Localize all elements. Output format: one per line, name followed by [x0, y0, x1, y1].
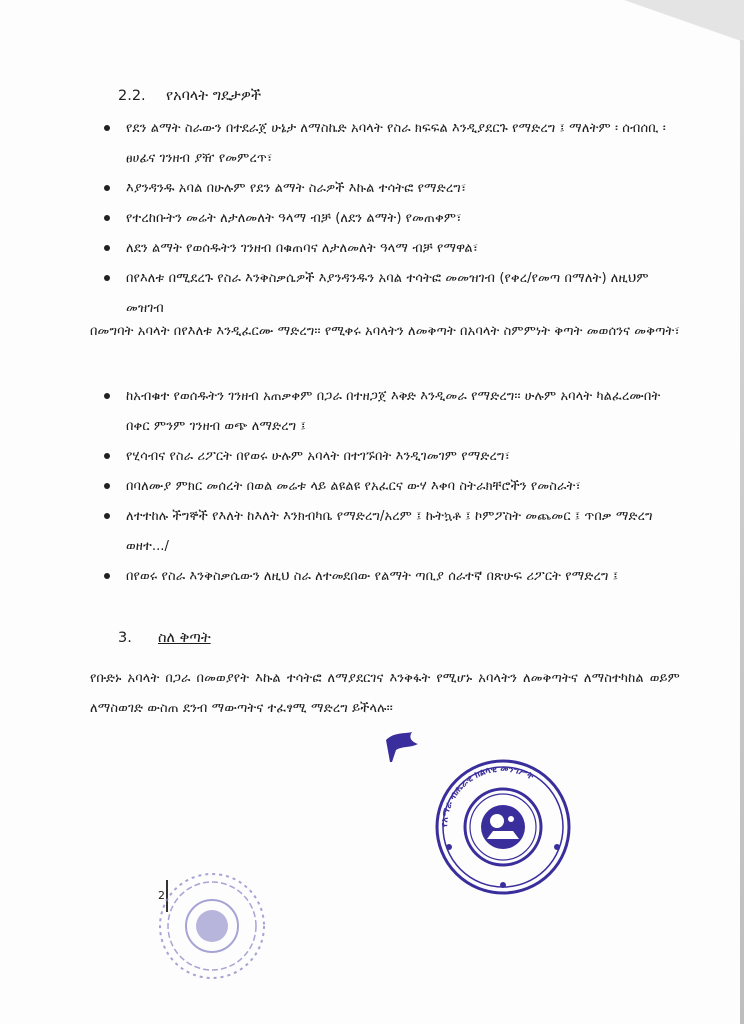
bullet-icon — [104, 573, 110, 579]
list-item-text: በየእለቱ በሚደረጉ የስራ እንቅስቃሴዎች እያንዳንዱን አባል ተሳትፎ መመዝገብ (የቀረ/የመጣ በማለት) ለዚህም መዝገብ — [126, 271, 649, 316]
list-item — [126, 382, 681, 442]
bullet-icon — [104, 393, 110, 399]
list-item-text: የሂሳብና የስራ ሪፖርት በየወሩ ሁሉም አባላት በተገኙበት እንዲገመገም የማድረግ፣ — [126, 449, 510, 464]
section-number: 3. — [118, 630, 132, 646]
list-item-text: ለተተከሉ ችግኞች የእለት ከእለት እንክብካቤ የማድረግ/አረም ፤ ኩትኳቶ ፤ ኮምፖስት መጨመር ፤ ጥበቃ ማድረግ ወዘተ.../ — [126, 509, 653, 554]
page-edge — [740, 40, 744, 1024]
bullet-icon — [104, 185, 110, 191]
section-title: ስለ ቅጣት — [158, 630, 211, 646]
list-item-text: እያንዳንዱ አባል በሁሉም የደን ልማት ስራዎች እኩል ተሳትፎ የማድረግ፣ — [126, 181, 467, 196]
stamp-text: የአማራ ብሔራዊ ክልላዊ መንግሥት — [439, 764, 535, 828]
list-item — [126, 472, 681, 502]
bullet-icon — [104, 275, 110, 281]
bullet-icon — [104, 513, 110, 519]
bullet-icon — [104, 215, 110, 221]
list-item-text: ከአብቁተ የወሰዱትን ገንዘብ አጠቃቀም በጋራ በተዘጋጀ እቅድ እንዲመራ የማድረግ፡፡ ሁሉም አባላት ካልፈረሙበት በቀር ምንም ገንዘብ ወጭ ለማድረግ ፤ — [126, 389, 661, 434]
section-heading-3 — [118, 630, 211, 646]
member-duties-list-continued — [126, 382, 681, 592]
official-stamp-icon — [425, 757, 580, 897]
list-item — [126, 234, 681, 264]
signature-mark-icon — [382, 730, 422, 764]
body-paragraph: በመግባት አባላት በየእለቱ እንዲፈርሙ ማድረግ፡፡ የሚቀሩ አባላትን ለመቅጣት በአባላት ስምምነት ቅጣት መወሰንና መቅጣት፣ — [90, 324, 680, 339]
list-item — [126, 114, 681, 174]
member-duties-list — [126, 114, 681, 324]
section-title: የአባላት ግዴታዎች — [166, 88, 262, 104]
list-item-text: የደን ልማት ስራውን በተደራጀ ሁኔታ ለማስኬድ አባላት የስራ ክፍፍል እንዲያደርጉ የማድረግ ፤ ማለትም ፡ ሰብሰቢ ፡ ፀሀፊና ገንዘብ ያዥ የመምረጥ፣ — [126, 121, 666, 166]
list-item — [126, 174, 681, 204]
list-item-text: በባለሙያ ምክር መሰረት በወል መሬቱ ላይ ልዩልዩ የአፈርና ውሃ እቀባ ስትራክቸሮችን የመስራት፣ — [126, 479, 581, 494]
section-number: 2.2. — [118, 88, 146, 104]
section-heading-2-2 — [118, 88, 261, 104]
list-item-text: በየወሩ የስራ እንቅስቃሴውን ለዚህ ስራ ለተመደበው የልማት ጣቢያ ሰራተኛ በጽሁፍ ሪፖርት የማድረግ ፤ — [126, 569, 619, 584]
bullet-icon — [104, 245, 110, 251]
list-item-text: የተረከቡትን መሬት ለታለመለት ዓላማ ብቻ (ለደን ልማት) የመጠቀም፣ — [126, 211, 462, 226]
list-item — [126, 502, 681, 562]
faint-seal-icon — [156, 870, 268, 982]
list-item-text: ለደን ልማት የወሰዱትን ገንዘብ በቁጠባና ለታለመለት ዓላማ ብቻ የማዋል፣ — [126, 241, 479, 256]
folded-corner — [624, 0, 744, 42]
bullet-icon — [104, 125, 110, 131]
list-item — [126, 264, 681, 324]
list-item — [126, 442, 681, 472]
bullet-icon — [104, 483, 110, 489]
list-item — [126, 562, 681, 592]
list-item — [126, 204, 681, 234]
bullet-icon — [104, 453, 110, 459]
body-paragraph: የቡድኑ አባላት በጋራ በመወያየት እኩል ተሳትፎ ለማያደርገና እንቅፋት የሚሆኑ አባላትን ለመቅጣትና ለማስተካከል ወይም ለማስወገድ ውስጠ ደንብ ማውጣትና ተፈፃሚ ማድረግ ይችላሉ፡፡ — [90, 671, 680, 716]
page-number: 2 — [158, 889, 165, 902]
